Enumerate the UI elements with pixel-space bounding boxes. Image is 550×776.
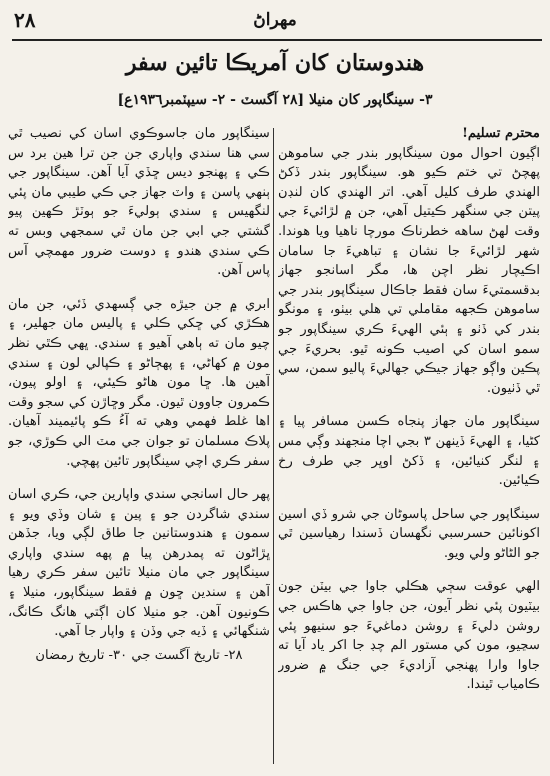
paragraph: ابري ۾ جن جيڙه جي ڳسهدي ڏئي، جن مان هڪڙي کي ڇکي ڪلي ۽ پاليس مان جهلير، ۽ چيو مان ته ٻاهي آهيو ۽ سندي. ڀهي ڪٿي نظر مون ۾ کهاڻي، ۽ پهڄاڻو ۽ ڪپالي لون ۽ سندي آهين ها. ڇا مون هاڻو ڪيئي، ۽ اولو پيون، ڪمرون جاوون ٿيون. مگر وڇاڙن کي سجو وقت اها غلط فهمي وهي ته آءُ ڪو پائيميند آهيان. پلاڪ مسلمان تو جوان جي مٽ الي ڪوڙي، جو سفر ڪري اچي سينگاپور تائين پهچي. [8, 296, 270, 469]
paragraph-continued: ٢٨- تاريخ آگسٽ جي ٣٠- تاريخ رمضان [35, 647, 243, 663]
page-number: ٢٨ [14, 8, 36, 32]
page-header [10, 8, 540, 38]
article-title: هندوستان کان آمريڪا تائين سفر [125, 50, 425, 76]
paragraph: پهر حال اسانجي سندي واپارين جي، ڪري اسان سندي شاگردن جو ۽ پين ۽ شان وڏي ويو ۽ سمون ۽ هندوستانين جا طاق لڳي ويا، جڏهن ڀڙاڻون ته پمدرهن پيا ۾ پهه سندي واپاري سينگاپور جي مان منيلا تائين سفر ڪري رهيا آهن ۽ سندين ڇون ۾ فقط سينگاپور، منيلا ۽ ڪونيون آهن. جو منيلا کان اڳتي هانگ ڪانگ، شنگهائي ۽ ڏيه جي وڏن ۽ واپار جا آهي. [8, 487, 270, 640]
paragraph: اڳيون احوال مون سينگاپور بندر جي ساموهن پهچڻ تي ختم ڪيو هو. سينگاپور بندر ڏکڻ الهندي طرف کليل آهي. اتر الهندي کان لنڊن پيتن جي سنگهر ڪيتيل آهي، جن ۾ لڙائيءَ جي وقت لهڻ ساهه خطرناڪ مورچا ناهيا ويا هوندا. شهر لڙائيءَ جا نشان ۽ تباهيءَ جا سامان اڪيچار نظر اچن ها، مگر اسانجو جهاز بدقسمتيءَ سان فقط جاڪال سينگاپور بندر جي ساموهن ڪجهه مقاملي تي هلي بيٺو، ۽ مونگو بندر کي ڏٺو ۽ ٻئي الهيءَ ڪري سينگاپور جو سمو اسان کي اصيب ڪونه ٿيو. بحريءَ جي پڪين واڳو جهاز جيڪي جهاليءَ پاليو سمن، سي ٿي ڏٺيون. [278, 145, 540, 396]
paragraph: الهي عوقت سڄي هڪلي جاوا جي بيٽن جون بيٽيون پئي نظر آيون، جن جاوا جي هاڪس جي روشن دليءَ ۽ روشن دماغيءَ جو سنيهو پئي سڃيو، مون کي مستور الم چڊ جا اکر ياد آيا ته جاوا وارا پهنجي آزاديءَ جي جنگ ۾ ضرور ڪامياب ٿيندا. [278, 579, 540, 693]
salutation: محترم تسليم! [462, 126, 540, 141]
paragraph: سينگاپور مان جهاز پنجاه ڪسن مسافر پيا ۽ کڻيا، ۽ الهيءَ ڏينهن ٣ بجي اچا منجهند وڳي مس ۽ لنگر کنيائين، ۽ ڏکڻ اوڀر جي طرف رخ ڪيائين. [278, 414, 540, 489]
paragraph: سينگاپور مان جاسوڪوي اسان کي نصيب ٿي سي هنا سندي واپاري جن جن ترا هين برد س ڪي ۽ پهنجو ديس ڇڏي آيا آهن. سينگاپور جي ٻنهي پاسن ۽ واٽ جهاز جي ڪي طيبي مان پئي لنگهيس ۽ سندي ٻوليءَ جو ٻوٽڙ ڪهين پيو گشتي جي ابي جن مان ٿي سمجهي وبس ته ڪي سندي هندو ۽ دوست ضرور مهمچي آس پاس آهن. [8, 126, 270, 279]
right-column [278, 124, 540, 770]
header-rule [12, 39, 542, 41]
left-column [8, 124, 270, 770]
article-subtitle: ٣- سينگاپور کان منيلا [٢٨ آگسٽ - ٢- سيپٽمبر١٩٣٦ع] [117, 92, 433, 108]
running-head: مهراڻ [253, 10, 297, 30]
column-divider [273, 128, 274, 764]
paragraph: سينگاپور جي ساحل پاسوڻان جي شرو ڏي اسين اکونائين حسرسبي نگهسان ڏسندا رهياسين ٿي جو الڻاڻو ولي ويو. [278, 506, 540, 561]
